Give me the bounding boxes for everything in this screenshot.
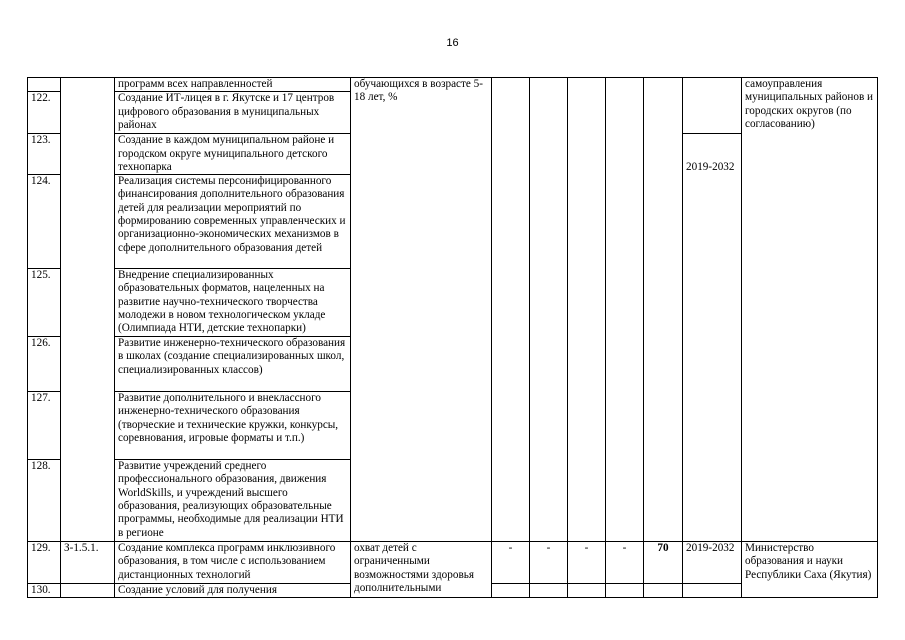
target-cell: [644, 584, 683, 598]
value-cell: [492, 584, 530, 598]
measure-name: Реализация системы персонифицированного финансирования дополнительного образования детей для реализации мероприятий по формированию современных управленческих и организационно-экономических механизмов в сфере дополнительного образования детей: [115, 175, 351, 269]
value-cell: [568, 584, 606, 598]
period-cell: [683, 78, 742, 134]
measure-name: Создание ИТ-лицея в г. Якутске и 17 центров цифрового образования в муниципальных районах: [115, 92, 351, 134]
row-code: [61, 78, 115, 542]
row-number: 128.: [28, 460, 61, 542]
value-cell: -: [606, 542, 644, 584]
period-cell: 2019-2032: [683, 134, 742, 542]
value-cell: [606, 78, 644, 542]
period-cell: [683, 584, 742, 598]
value-cell: -: [492, 542, 530, 584]
table-row: [28, 78, 878, 92]
responsible-cell: Министерство образования и науки Республики Саха (Якутия): [742, 542, 878, 598]
measure-name: Создание условий для получения: [115, 584, 351, 598]
value-cell: [606, 584, 644, 598]
row-code: З-1.5.1.: [61, 542, 115, 584]
measure-name: Создание в каждом муниципальном районе и городском округе муниципального детского технопарка: [115, 134, 351, 175]
value-cell: [568, 78, 606, 542]
value-cell: [492, 78, 530, 542]
row-number: 124.: [28, 175, 61, 269]
measure-name: Развитие инженерно-технического образования в школах (создание специализированных школ, специализированных классов): [115, 337, 351, 392]
indicator-cell: [351, 542, 492, 598]
row-number: [28, 78, 61, 92]
row-number: 130.: [28, 584, 61, 598]
indicator-text-continued: дополнительными: [354, 582, 442, 595]
measures-table: [27, 77, 878, 598]
period-cell: 2019-2032: [683, 542, 742, 584]
target-cell: [644, 78, 683, 542]
table-row: [28, 542, 878, 584]
row-number: 127.: [28, 392, 61, 460]
measure-name: программ всех направленностей: [115, 78, 351, 92]
measure-name: Развитие учреждений среднего профессионального образования, движения WorldSkills, и учреждений высшего образования, реализующих образовательные программы, необходимые для реализации НТИ в регионе: [115, 460, 351, 542]
row-number: 123.: [28, 134, 61, 175]
target-value: 70: [644, 542, 683, 584]
value-cell: [530, 584, 568, 598]
value-cell: [530, 78, 568, 542]
row-number: 129.: [28, 542, 61, 584]
responsible-cell: самоуправления муниципальных районов и городских округов (по согласованию): [742, 78, 878, 542]
measure-name: Создание комплекса программ инклюзивного образования, в том числе с использованием дистанционных технологий: [115, 542, 351, 584]
value-cell: -: [530, 542, 568, 584]
row-number: 122.: [28, 92, 61, 134]
row-number: 125.: [28, 269, 61, 337]
indicator-text: охват детей с ограниченными возможностями здоровья: [354, 542, 474, 581]
measure-name: Внедрение специализированных образовательных форматов, нацеленных на развитие научно-технического творчества молодежи в новом технологическом укладе (Олимпиада НТИ, детские технопарки): [115, 269, 351, 337]
measure-name: Развитие дополнительного и внеклассного инженерно-технического образования (творческие и технические кружки, конкурсы, соревнования, игровые форматы и т.п.): [115, 392, 351, 460]
indicator-cell: обучающихся в возрасте 5-18 лет, %: [351, 78, 492, 542]
page-number: 16: [446, 37, 459, 49]
row-code: [61, 584, 115, 598]
row-number: 126.: [28, 337, 61, 392]
value-cell: -: [568, 542, 606, 584]
